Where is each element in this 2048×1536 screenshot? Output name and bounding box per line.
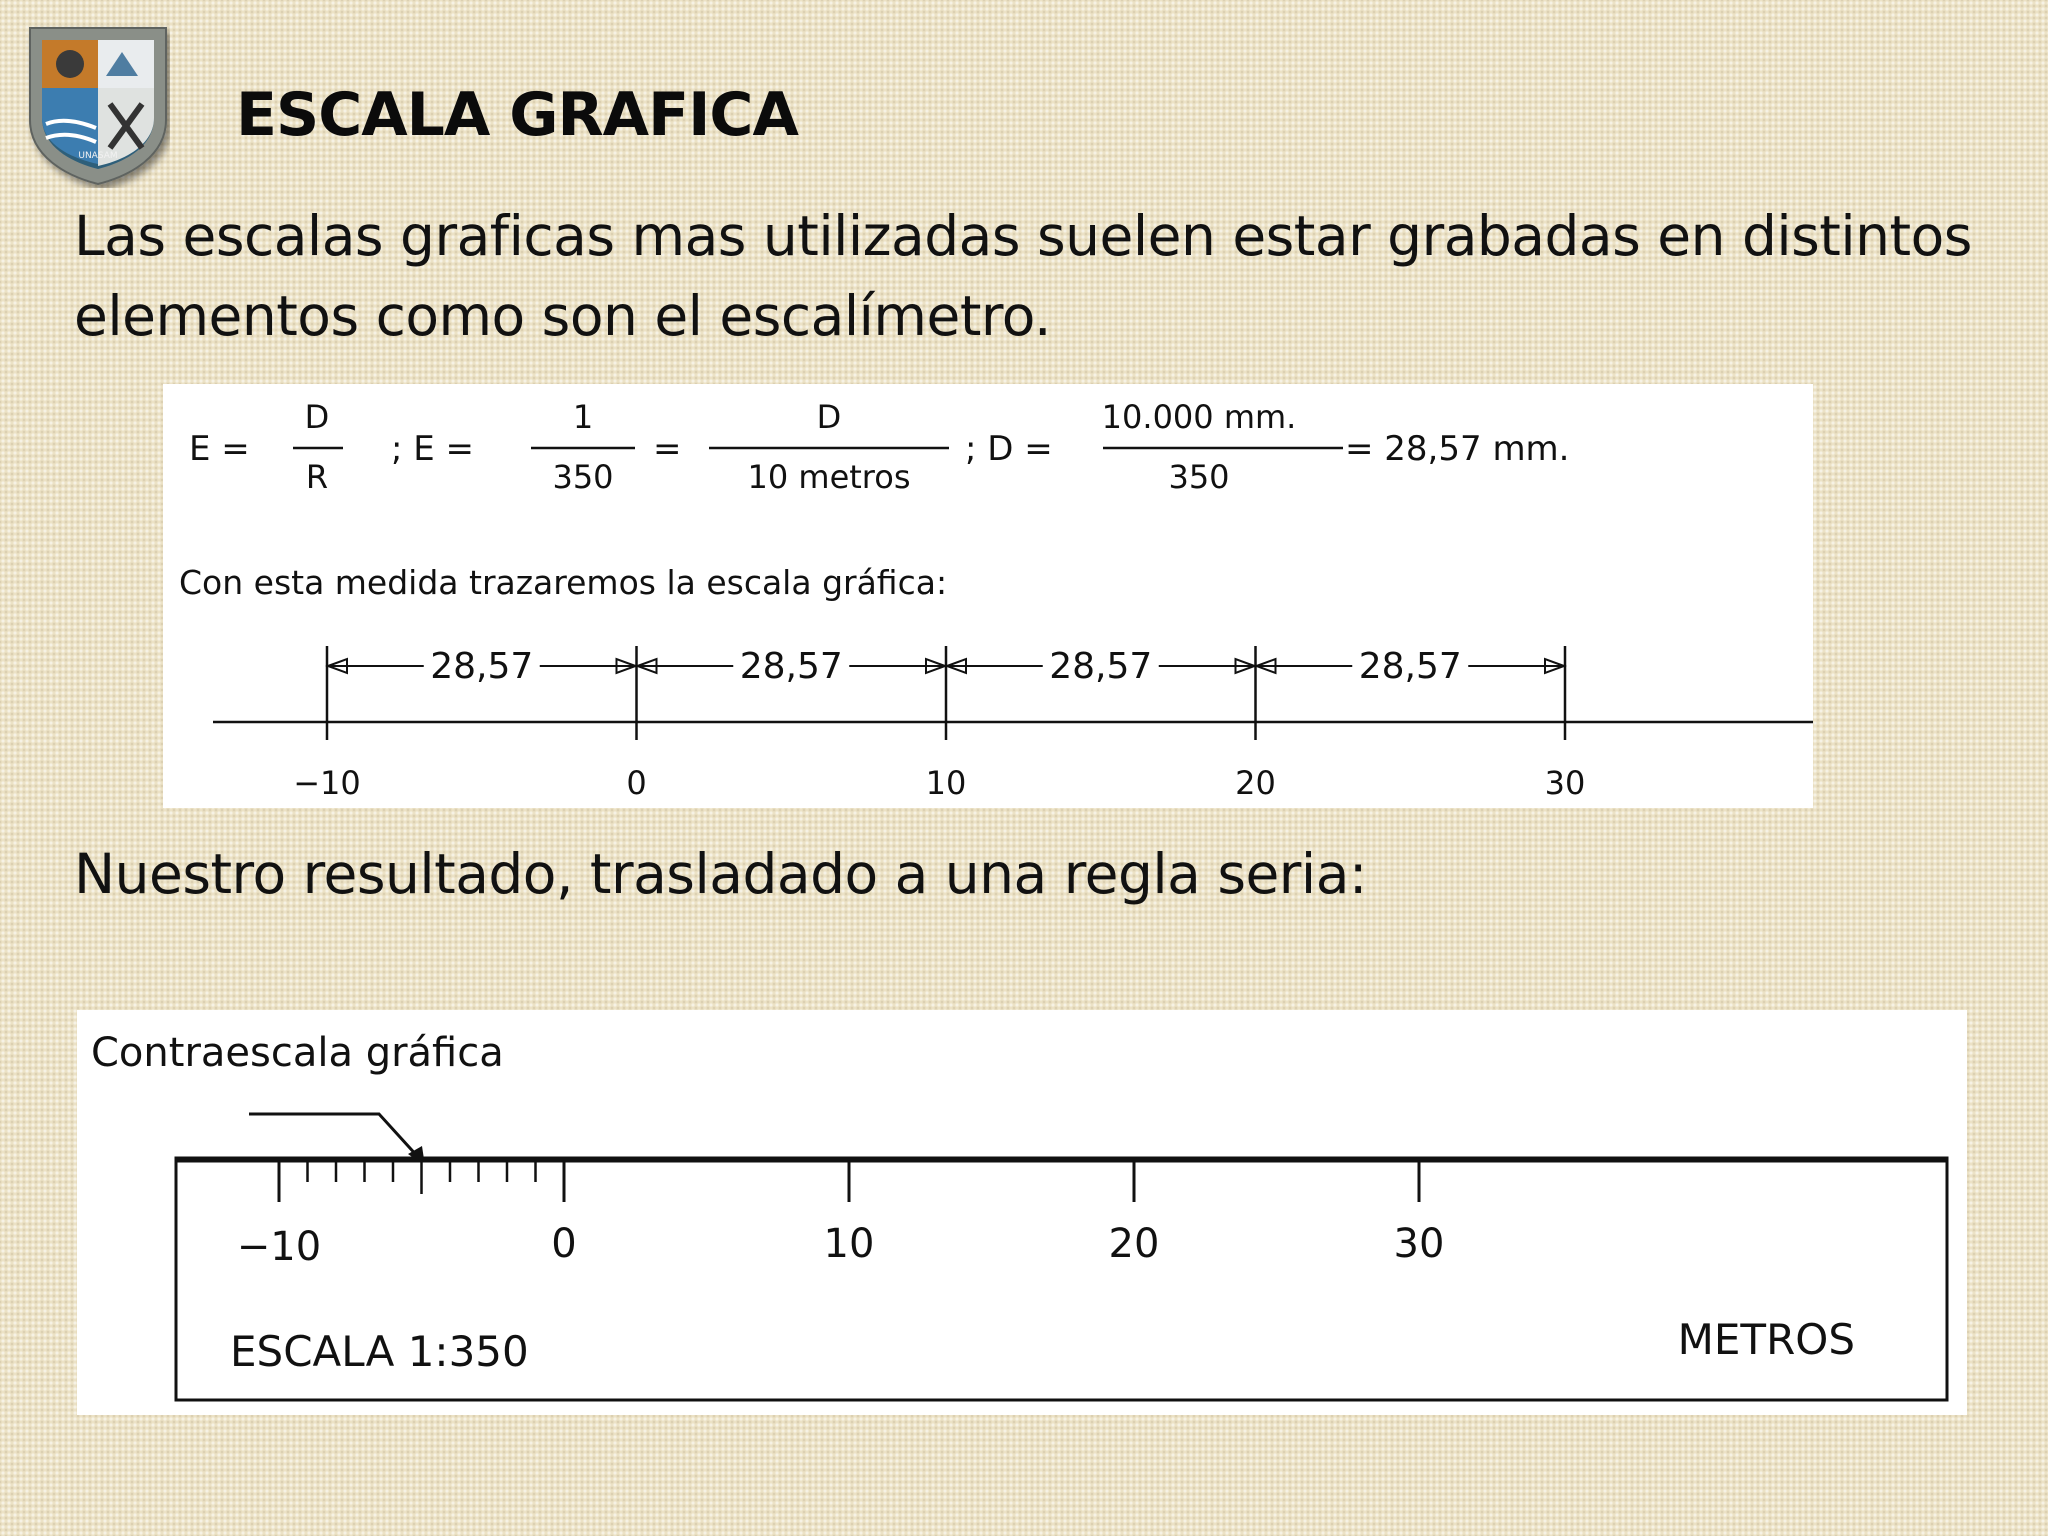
ruler-tick-label: 10 [823,1221,875,1267]
formula-e2-label: ; E = [391,429,475,469]
formula-panel [163,384,1813,808]
scale-tick-label: 30 [1544,764,1586,802]
formula-e-label: E = [189,429,250,469]
logo-text: UNASAM [78,151,118,161]
scale-tick-label: 20 [1235,764,1276,802]
dimension-label: 28,57 [1358,646,1462,687]
formula-scale-figure [163,384,1813,808]
intro-paragraph: Las escalas graficas mas utilizadas suelen estar grabadas en distintos elementos como son el escalímetro. [74,204,1972,348]
formula-e2-numerator: 1 [572,398,594,436]
ruler-tick-label: 30 [1393,1221,1445,1267]
formula-e1-denominator: R [305,458,329,496]
dimension-label: 28,57 [430,646,534,687]
formula-e4-numerator: 10.000 mm. [1101,398,1297,436]
ruler-panel [77,1010,1967,1415]
formula-d-label: ; D = [965,429,1053,469]
formula-e1-numerator: D [304,398,330,436]
scale-caption: Con esta medida trazaremos la escala gráfica: [179,563,948,602]
page-title: ESCALA GRAFICA [236,80,798,150]
contra-scale-label: Contraescala gráfica [91,1030,504,1076]
dimension-label: 28,57 [739,646,843,687]
result-heading: Nuestro resultado, trasladado a una regla seria: [74,842,1367,906]
dimension-label: 28,57 [1049,646,1153,687]
formula-e3-denominator: 10 metros [747,458,911,496]
ruler-tick-label: 0 [551,1221,577,1267]
scale-tick-label: 10 [925,764,967,802]
ruler-unit-label: METROS [1677,1315,1855,1364]
formula-e2-denominator: 350 [552,458,614,496]
ruler-scale-label: ESCALA 1:350 [230,1327,529,1376]
formula-e4-denominator: 350 [1168,458,1230,496]
ruler-tick-label: 20 [1108,1221,1160,1267]
university-crest-logo [26,24,170,188]
formula-result: = 28,57 mm. [1345,429,1570,469]
contra-scale-pointer [249,1114,419,1158]
ruler-tick-label: −10 [236,1224,322,1270]
scale-tick-label: −10 [293,764,361,802]
formula-equals: = [653,429,682,469]
scale-tick-label: 0 [626,764,647,802]
formula-e3-numerator: D [816,398,842,436]
ruler-figure [77,1010,1967,1415]
